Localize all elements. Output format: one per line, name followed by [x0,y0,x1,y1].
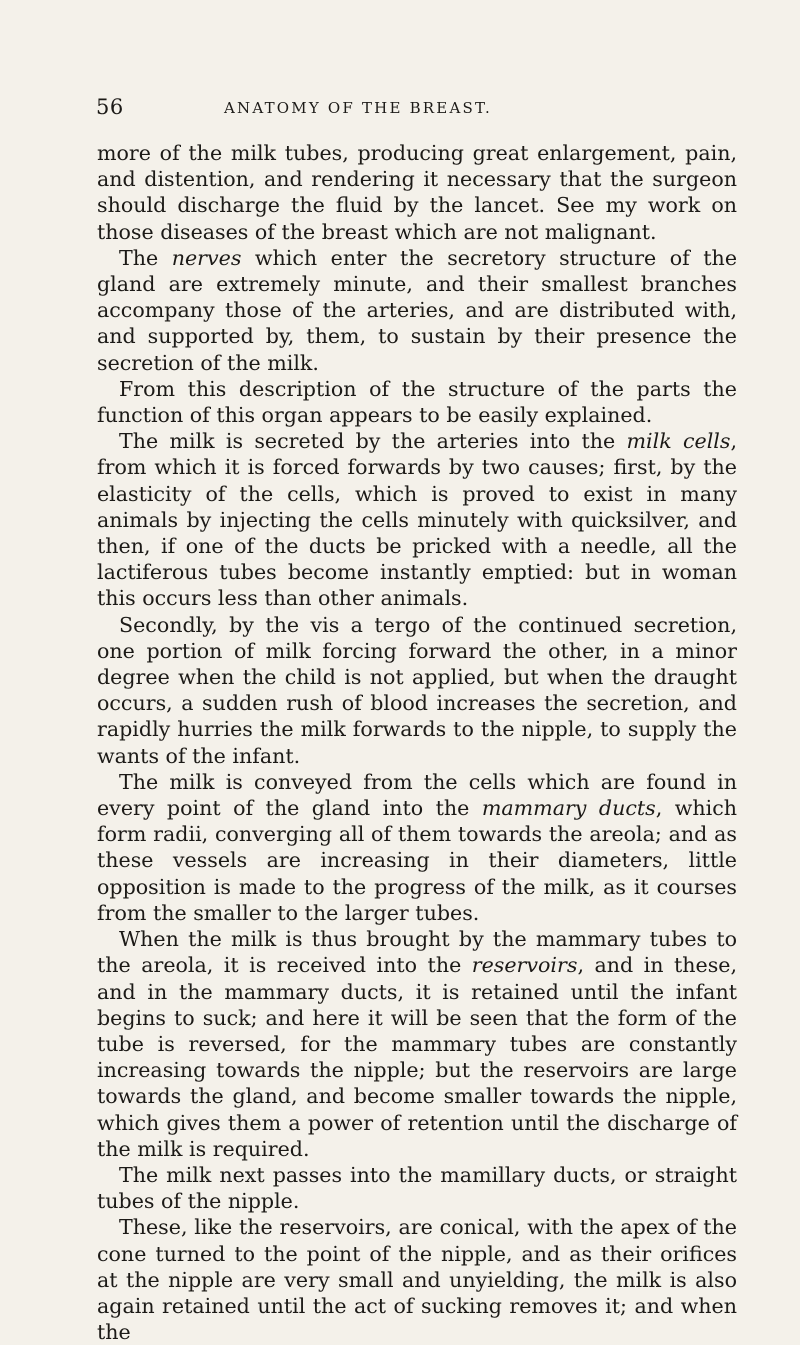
page-number: 56 [96,95,124,119]
text-run: , from which it is forced forwards by two causes; first, by the elasticity of the cells, which is proved to exist in many animals by injecting the cells minutely with quicksilver, and then, if one of the ducts be pricked with a needle, all the lactiferous tubes become instantly emptied: but in woman this occurs less than other animals. [97,429,737,611]
text-run: The milk is conveyed from the cells which are found in every point of the gland into the [97,769,737,821]
running-head [96,95,736,125]
paragraph-vis-a-tergo [97,612,737,769]
paragraph-function [97,376,737,428]
text-run: , and in these, and in the mammary ducts, it is retained until the infant begins to suck; and here it will be seen that the form of the tube is reversed, for the mammary tubes are constantly increasing towards the nipple; but the reservoirs are large towards the gland, and become smaller towards the nipple, which gives them a power of retention until the discharge of the milk is required. [97,953,737,1161]
paragraph-conical [97,1214,737,1345]
body-text [97,140,737,1345]
text-run: Secondly, by the vis a tergo of the continued secretion, one portion of milk forcing forward the other, in a minor degree when the child is not applied, but when the draught occurs, a sudden rush of blood increases the secretion, and rapidly hurries the milk forwards to the nipple, to supply the wants of the infant. [97,612,737,768]
italic-term: milk cells [626,429,731,454]
paragraph-reservoirs [97,926,737,1162]
italic-term: nerves [171,245,242,270]
paragraph-milk-cells [97,428,737,611]
paragraph-nerves [97,245,737,376]
text-run: more of the milk tubes, producing great enlargement, pain, and distention, and rendering it necessary that the surgeon should discharge the fluid by the lancet. See my work on those diseases of the breast which are not malignant. [97,141,737,244]
text-run: which enter the secretory structure of the gland are extremely minute, and their smallest branches accompany those of the arteries, and are distributed with, and supported by, them, to sustain by their presence the secretion of the milk. [97,245,738,375]
paragraph-mammary-ducts [97,769,737,926]
text-run: When the milk is thus brought by the mammary tubes to the areola, it is received into the [97,927,737,978]
italic-term: mammary ducts [481,796,656,821]
italic-term: reservoirs [471,953,578,978]
text-run: From this description of the structure of the parts the function of this organ appears to be easily explained. [97,376,737,428]
paragraph-mamillary-ducts [97,1162,737,1214]
text-run: These, like the reservoirs, are conical, with the apex of the cone turned to the point of the nipple, and as their orifices at the nipple are very small and unyielding, the milk is also again retained until the act of sucking removes it; and when the [97,1215,737,1345]
paragraph-continuation [97,140,737,245]
text-run: The [119,245,172,270]
text-run: The milk next passes into the mamillary ducts, or straight tubes of the nipple. [97,1162,737,1214]
running-title: ANATOMY OF THE BREAST. [224,99,492,117]
text-run: The milk is secreted by the arteries into the [119,429,627,454]
text-run: , which form radii, converging all of them towards the areola; and as these vessels are increasing in their diameters, little opposition is made to the progress of the milk, as it courses from the smaller to the larger tubes. [97,796,737,925]
